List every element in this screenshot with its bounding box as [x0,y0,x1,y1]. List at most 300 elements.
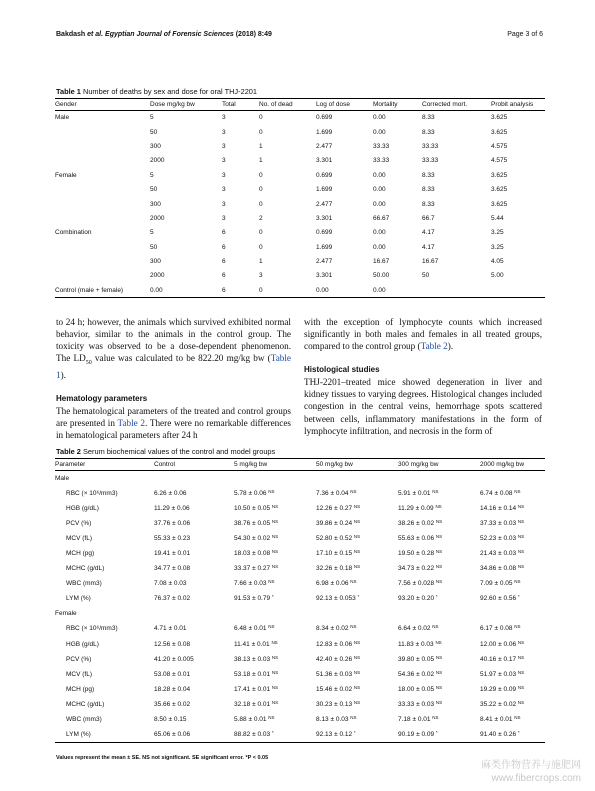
significance-mark: NS [271,654,279,660]
dose-value: 8.41 ± 0.01 [480,716,513,724]
dose-value: 39.86 ± 0.24 [316,519,353,527]
table-cell: 4.17 [422,229,435,237]
dose-cell [480,516,545,531]
dose-cell [480,531,545,546]
table-cell: 3.301 [316,157,333,165]
dose-cell [480,727,545,742]
table1-label: Table 1 [56,87,81,96]
dose-cell [398,637,480,652]
table-cell: 0 [259,186,263,194]
table2-label: Table 2 [56,447,81,456]
group-row [55,471,545,486]
dose-value: 17.41 ± 0.01 [234,685,271,693]
parameter-cell: LYM (%) [66,595,91,603]
table-cell: 33.33 [422,157,439,165]
table-cell: 1 [259,258,263,266]
significance-mark: NS [517,549,525,555]
significance-mark: NS [271,549,279,555]
table2-caption-text: Serum biochemical values of the control and model groups [80,447,276,456]
dose-cell [480,697,545,712]
table-row [55,211,545,225]
table-cell: 5 [150,114,154,122]
table-cell: 0.00 [373,128,386,136]
table-row [55,727,545,742]
table1-ref-link[interactable]: Table 1 [56,353,292,381]
table-cell: 1.699 [316,128,333,136]
table-cell: 4.575 [491,142,508,150]
dose-cell [398,667,480,682]
parameter-cell: LYM (%) [66,730,91,738]
table-cell: 2000 [150,157,165,165]
dose-cell [398,621,480,636]
dose-cell [316,486,398,501]
significance-mark: NS [435,564,443,570]
table-cell: 3 [259,272,263,280]
dose-value: 7.09 ± 0.05 [480,580,513,588]
table-cell: 0.00 [373,243,386,251]
dose-value: 33.37 ± 0.27 [234,565,271,573]
dose-cell [234,621,316,636]
parameter-cell: HGB (g/dL) [66,640,99,648]
table-cell: 3.625 [491,128,508,136]
table-cell: 0.699 [316,114,333,122]
table-cell: 300 [150,258,161,266]
table2-header-cell: Parameter [55,461,86,468]
table-cell: 3 [222,157,226,165]
parameter-cell: PCV (%) [66,655,92,663]
dose-cell [234,637,316,652]
watermark-line1: 麻类作物营养与施肥网 [481,760,581,771]
dose-value: 19.50 ± 0.28 [398,550,435,558]
parameter-cell: HGB (g/dL) [66,504,99,512]
dose-value: 51.36 ± 0.03 [316,670,353,678]
table-cell: Male [55,114,70,122]
dose-cell [316,531,398,546]
control-cell: 12.56 ± 0.08 [154,640,191,648]
table-cell: 6 [222,286,226,294]
table-row [55,667,545,682]
significance-mark: NS [435,639,442,645]
dose-value: 12.26 ± 0.27 [316,504,353,512]
dose-value: 6.48 ± 0.01 [234,625,267,633]
dose-value: 15.46 ± 0.02 [316,685,353,693]
table-row [55,139,545,153]
dose-cell [234,516,316,531]
table-cell: 3.625 [491,186,508,194]
table-row [55,254,545,268]
control-cell: 37.76 ± 0.06 [154,519,191,527]
table-cell: 3 [222,214,226,222]
dose-value: 11.83 ± 0.03 [398,640,434,648]
table-cell: 3 [222,142,226,150]
dose-value: 53.18 ± 0.01 [234,670,271,678]
table1-header-cell: Probit analysis [491,101,534,108]
table-cell: 8.33 [422,200,435,208]
significance-mark: * [435,594,438,600]
dose-value: 6.64 ± 0.02 [398,625,431,633]
table-cell: 3 [222,171,226,179]
dose-value: 34.73 ± 0.22 [398,565,435,573]
table2 [55,458,545,743]
table1 [55,98,545,298]
table-cell: 5.44 [491,214,504,222]
table-cell [55,125,150,139]
table-cell: 3 [222,128,226,136]
dose-value: 5.88 ± 0.01 [234,716,267,724]
dose-cell [398,591,480,606]
significance-mark: NS [353,533,361,539]
parameter-cell: MCHC (g/dL) [66,700,105,708]
table-cell: 8.33 [422,171,435,179]
table-row [55,546,545,561]
dose-value: 91.53 ± 0.79 [234,595,271,603]
dose-value: 6.98 ± 0.06 [316,580,349,588]
control-cell: 55.33 ± 0.23 [154,534,191,542]
dose-value: 8.34 ± 0.02 [316,625,349,633]
dose-value: 38.76 ± 0.05 [234,519,271,527]
section-heading-histology: Histological studies [304,365,380,375]
table-cell: 50 [150,243,158,251]
dose-cell [480,712,545,727]
table-row [55,621,545,636]
dose-cell [480,576,545,591]
dose-value: 10.50 ± 0.05 [234,504,271,512]
table1-header-cell: Gender [55,101,77,108]
significance-mark: NS [271,564,279,570]
dose-cell [234,561,316,576]
page-number: Page 3 of 6 [507,31,543,38]
dose-cell [480,561,545,576]
significance-mark: NS [271,669,279,675]
body-left-column [56,316,291,442]
parameter-cell: MCV (fL) [66,670,92,678]
dose-value: 38.26 ± 0.02 [398,519,435,527]
table-row [55,697,545,712]
body-right-column [304,316,542,437]
table-row [55,283,545,297]
table-cell: 0.00 [150,286,163,294]
table-cell: 2.477 [316,258,333,266]
control-cell: 19.41 ± 0.01 [154,550,191,558]
dose-cell [480,637,545,652]
table2-header-cell: 300 mg/kg bw [398,461,439,468]
dose-cell [398,546,480,561]
significance-mark: * [353,729,356,735]
dose-cell [480,486,545,501]
significance-mark: NS [268,715,275,721]
dose-value: 92.13 ± 0.12 [316,730,353,738]
dose-cell [316,712,398,727]
table1-header-cell: No. of dead [259,101,293,108]
dose-value: 54.36 ± 0.02 [398,670,435,678]
dose-value: 91.40 ± 0.26 [480,730,517,738]
dose-cell [316,727,398,742]
dose-cell [316,637,398,652]
significance-mark: NS [514,488,521,494]
table2-header-cell: 2000 mg/kg bw [480,461,525,468]
table-cell: 3 [222,114,226,122]
significance-mark: * [357,594,360,600]
table-cell: 8.33 [422,186,435,194]
significance-mark: NS [350,579,357,585]
dose-value: 32.18 ± 0.01 [234,700,271,708]
table-cell [55,197,150,211]
table2-header-cell: 5 mg/kg bw [234,461,268,468]
significance-mark: NS [517,699,525,705]
parameter-cell: MCH (pg) [66,685,95,693]
table-cell: 3.625 [491,171,508,179]
dose-value: 55.63 ± 0.06 [398,534,435,542]
table-cell: 3 [222,200,226,208]
table-cell: 33.33 [422,142,439,150]
table-cell: 4.17 [422,243,435,251]
dose-value: 38.13 ± 0.03 [234,655,271,663]
dose-cell [398,682,480,697]
parameter-cell: RBC (× 10⁶/mm3) [66,489,118,497]
parameter-cell: WBC (mm3) [66,580,102,588]
table-row [55,576,545,591]
dose-value: 12.83 ± 0.06 [316,640,353,648]
dose-cell [234,697,316,712]
dose-cell [234,546,316,561]
control-cell: 4.71 ± 0.01 [154,625,187,633]
table-cell: 33.33 [373,142,390,150]
significance-mark: NS [514,624,521,630]
table-cell: 3.25 [491,243,504,251]
significance-mark: NS [268,624,275,630]
table-cell [491,283,545,297]
dose-value: 7.18 ± 0.01 [398,716,431,724]
significance-mark: NS [517,518,525,524]
significance-mark: NS [435,654,443,660]
significance-mark: NS [353,669,361,675]
significance-mark: NS [435,669,443,675]
table-row [55,269,545,283]
parameter-cell: MCV (fL) [66,534,92,542]
dose-cell [398,516,480,531]
dose-value: 52.80 ± 0.52 [316,534,353,542]
significance-mark: NS [353,503,361,509]
table2-caption [56,447,275,456]
table-cell: 50 [150,128,158,136]
significance-mark: NS [353,549,361,555]
dose-cell [480,621,545,636]
significance-mark: NS [271,533,279,539]
parameter-cell: MCH (pg) [66,550,95,558]
dose-value: 34.86 ± 0.08 [480,565,517,573]
table-cell: 8.33 [422,128,435,136]
dose-value: 92.60 ± 0.56 [480,595,517,603]
paragraph: with the exception of lymphocyte counts which increased significantly in both males and females in all treated groups, compared to the control group (Table 2). [304,317,542,352]
dose-cell [316,576,398,591]
significance-mark: NS [350,715,357,721]
table-cell: 5.00 [491,272,504,280]
table-cell: 50 [150,186,158,194]
significance-mark: NS [353,564,361,570]
dose-value: 7.66 ± 0.03 [234,580,267,588]
dose-value: 5.78 ± 0.06 [234,489,267,497]
dose-cell [480,682,545,697]
dose-cell [398,652,480,667]
table2-ref-link[interactable]: Table 2 [420,341,448,352]
significance-mark: NS [517,533,525,539]
watermark [481,759,581,785]
table2-ref-link[interactable]: Table 2 [117,418,146,429]
control-cell: 65.06 ± 0.06 [154,730,191,738]
table-cell: 66.7 [422,214,435,222]
dose-value: 11.41 ± 0.01 [234,640,270,648]
table-cell: 0.00 [373,114,386,122]
table-cell: 3.625 [491,200,508,208]
significance-mark: NS [517,639,525,645]
table-cell: Female [55,171,77,179]
parameter-cell: RBC (× 10⁶/mm3) [66,625,118,633]
dose-value: 40.16 ± 0.17 [480,655,517,663]
group-label: Female [55,610,77,618]
paragraph: to 24 h; however, the animals which survived exhibited normal behavior, similar to the animals in the control group. The toxicity was observed to be a dose-dependent phenomenon. The $LD_{50}$ value was calculated to be 822.20 mg/kg bw (Table 1). [56,317,292,381]
dose-value: 7.36 ± 0.04 [316,489,349,497]
table-cell [55,269,150,283]
table-cell: 6 [222,243,226,251]
table-row [55,168,545,182]
dose-cell [234,501,316,516]
significance-mark: NS [353,699,361,705]
significance-mark: NS [517,654,525,660]
dose-value: 51.97 ± 0.03 [480,670,517,678]
dose-cell [316,501,398,516]
dose-value: 6.17 ± 0.08 [480,625,513,633]
table2-footnote: Values represent the mean ± SE. NS not significant. SE significant error. *P < 0.05 [56,755,269,761]
table-cell: 0.00 [373,286,386,294]
table-cell [55,254,150,268]
significance-mark: NS [435,684,443,690]
table-cell: 1.699 [316,186,333,194]
table-row [55,226,545,240]
header-journal: et al. Egyptian Journal of Forensic Sciences [87,31,234,38]
dose-cell [398,501,480,516]
dose-value: 14.16 ± 0.14 [480,504,517,512]
table-cell: 300 [150,200,161,208]
control-cell: 6.26 ± 0.06 [154,489,187,497]
significance-mark: NS [517,503,525,509]
dose-cell [480,501,545,516]
table-cell [422,283,491,297]
table-cell [55,139,150,153]
table-cell: 0.00 [373,200,386,208]
significance-mark: NS [435,503,442,509]
group-row [55,606,545,621]
table-cell: 16.67 [373,258,390,266]
dose-cell [234,667,316,682]
paragraph: The hematological parameters of the treated and control groups are presented in Table 2. There were no remarkable differences in hematological parameters after 24 h [56,406,292,441]
table-cell: 4.05 [491,258,504,266]
table-cell: 1 [259,157,263,165]
dose-cell [480,546,545,561]
dose-cell [234,682,316,697]
control-cell: 7.08 ± 0.03 [154,580,187,588]
dose-value: 32.26 ± 0.18 [316,565,353,573]
significance-mark: NS [271,684,279,690]
significance-mark: * [517,729,520,735]
dose-cell [316,516,398,531]
parameter-cell: MCHC (g/dL) [66,565,105,573]
table-cell: 0 [259,200,263,208]
table-row [55,682,545,697]
table-row [55,516,545,531]
table1-header-cell: Log of dose [316,101,350,108]
running-header [56,31,272,38]
dose-value: 92.13 ± 0.053 [316,595,356,603]
significance-mark: NS [435,699,443,705]
dose-value: 18.03 ± 0.08 [234,550,271,558]
significance-mark: NS [353,639,361,645]
dose-value: 12.00 ± 0.06 [480,640,517,648]
dose-value: 19.29 ± 0.09 [480,685,517,693]
table2-header-row [55,459,545,471]
watermark-line2: www.fibercrops.com [491,773,581,784]
table-cell: 0 [259,171,263,179]
table-row [55,111,545,125]
table-cell: 2 [259,214,263,222]
table1-header-cell: Total [222,101,236,108]
table-cell: 50.00 [373,272,390,280]
significance-mark: NS [350,488,357,494]
significance-mark: NS [517,669,525,675]
dose-value: 30.23 ± 0.13 [316,700,353,708]
table-cell: Control (male + female) [55,286,124,294]
dose-value: 33.33 ± 0.03 [398,700,435,708]
table-cell: 3.301 [316,214,333,222]
header-volume: (2018) 8:49 [233,31,272,38]
table-row [55,125,545,139]
table-cell: 0 [259,229,263,237]
dose-cell [316,546,398,561]
dose-value: 17.10 ± 0.15 [316,550,353,558]
dose-cell [316,621,398,636]
table-cell: 2000 [150,272,165,280]
dose-cell [480,667,545,682]
dose-cell [480,652,545,667]
significance-mark: NS [514,579,521,585]
significance-mark: NS [432,715,439,721]
table-cell [55,182,150,196]
significance-mark: NS [271,518,279,524]
significance-mark: NS [435,549,443,555]
table-cell: 3.25 [491,229,504,237]
control-cell: 41.20 ± 0.005 [154,655,194,663]
dose-cell [398,576,480,591]
table-cell: 8.33 [422,114,435,122]
dose-value: 42.40 ± 0.26 [316,655,353,663]
table-cell: 4.575 [491,157,508,165]
dose-cell [316,591,398,606]
table-row [55,652,545,667]
dose-value: 6.74 ± 0.08 [480,489,513,497]
dose-value: 18.00 ± 0.05 [398,685,435,693]
dose-cell [316,697,398,712]
section-heading-hematology: Hematology parameters [56,394,148,404]
table-cell: Combination [55,229,92,237]
table1-caption [56,87,257,96]
control-cell: 35.66 ± 0.02 [154,700,191,708]
group-label: Male [55,474,70,482]
table1-header-cell: Dose mg/kg bw [150,101,195,108]
significance-mark: NS [271,503,279,509]
table-row [55,197,545,211]
table-cell: 0 [259,114,263,122]
significance-mark: * [271,729,274,735]
dose-cell [398,486,480,501]
